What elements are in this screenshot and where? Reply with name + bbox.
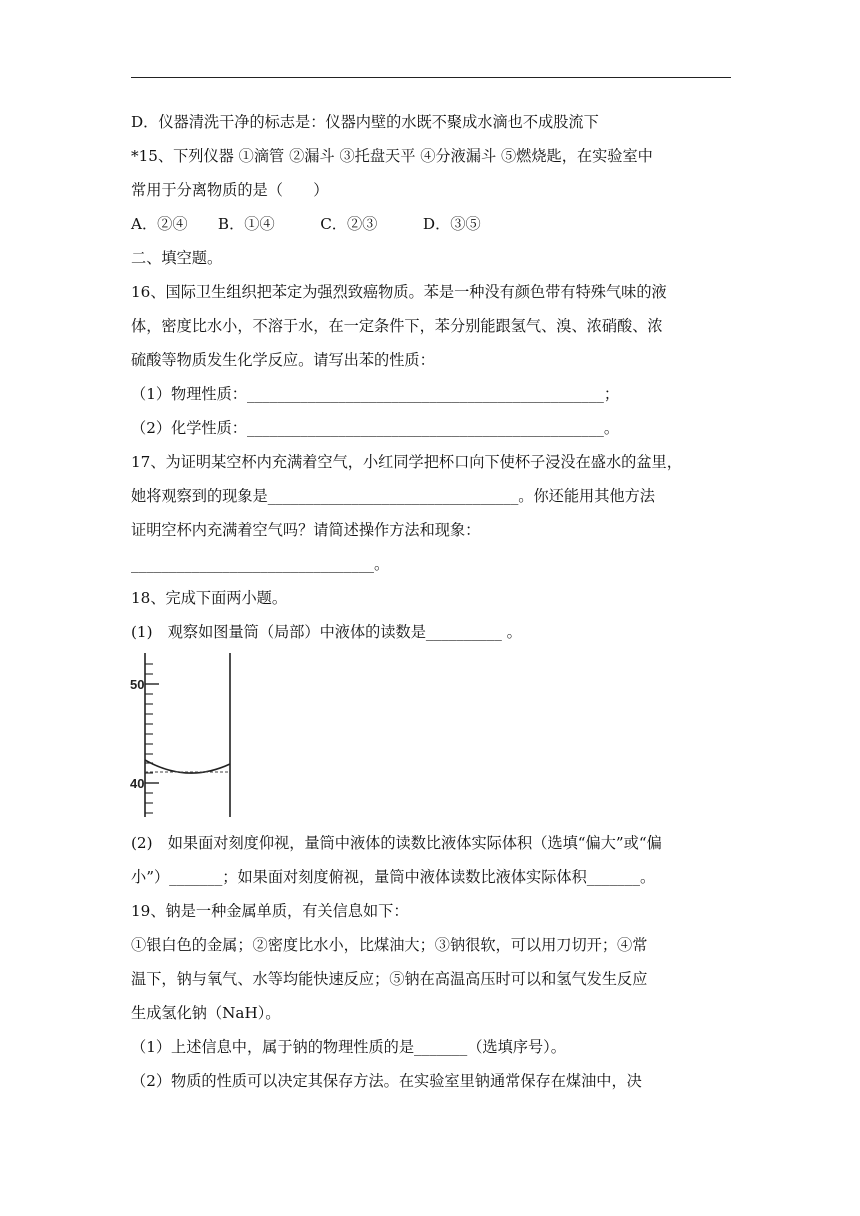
q19-part-2: （2）物质的性质可以决定其保存方法。在实验室里钠通常保存在煤油中，决 <box>131 1072 642 1090</box>
scale-label-40: 40 <box>130 776 145 791</box>
q16-line-2: 体，密度比水小，不溶于水，在一定条件下，苯分别能跟氢气、溴、浓硝酸、浓 <box>131 317 663 335</box>
q16-line-3: 硫酸等物质发生化学反应。请写出苯的性质： <box>131 351 435 369</box>
scale-label-50: 50 <box>130 677 145 692</box>
q19-info-line-3: 生成氢化钠（NaH）。 <box>131 1004 281 1022</box>
q16-physical-properties-blank: （1）物理性质：_______________________________________________； <box>131 385 620 403</box>
header-rule <box>131 77 731 78</box>
q18-part-2-line-1: (2) 如果面对刻度仰视，量筒中液体的读数比液体实际体积（选填“偏大”或“偏 <box>131 834 662 852</box>
q15-options: A．②④ B．①④ C．②③ D．③⑤ <box>131 215 481 233</box>
q18-part-1: (1) 观察如图量筒（局部）中液体的读数是__________ 。 <box>131 623 522 641</box>
option-d-line: D．仪器清洗干净的标志是：仪器内壁的水既不聚成水滴也不成股流下 <box>131 113 599 131</box>
q17-line-1: 17、为证明某空杯内充满着空气，小红同学把杯口向下使杯子浸没在盛水的盆里， <box>131 453 682 471</box>
q19-heading: 19、钠是一种金属单质，有关信息如下： <box>131 902 409 920</box>
section-fill-blank-heading: 二、填空题。 <box>131 249 223 267</box>
q16-chemical-properties-blank: （2）化学性质：_______________________________________________。 <box>131 419 620 437</box>
q17-line-2: 她将观察到的现象是_________________________________。你还能用其他方法 <box>131 487 655 505</box>
q15-line-1: *15、下列仪器 ①滴管 ②漏斗 ③托盘天平 ④分液漏斗 ⑤燃烧匙，在实验室中 <box>131 147 653 165</box>
q17-line-3: 证明空杯内充满着空气吗？请简述操作方法和现象： <box>131 521 481 539</box>
q17-answer-blank: ________________________________。 <box>131 555 390 573</box>
q18-part-2-line-2: 小”）_______；如果面对刻度俯视，量筒中液体读数比液体实际体积_______。 <box>131 868 656 886</box>
q15-line-2: 常用于分离物质的是（ ） <box>131 181 329 199</box>
q19-part-1: （1）上述信息中，属于钠的物理性质的是_______（选填序号）。 <box>131 1038 566 1056</box>
q19-info-line-1: ①银白色的金属；②密度比水小，比煤油大；③钠很软，可以用刀切开；④常 <box>131 936 648 954</box>
q19-info-line-2: 温下，钠与氧气、水等均能快速反应；⑤钠在高温高压时可以和氢气发生反应 <box>131 970 648 988</box>
q16-line-1: 16、国际卫生组织把苯定为强烈致癌物质。苯是一种没有颜色带有特殊气味的液 <box>131 283 667 301</box>
graduated-cylinder-figure <box>129 651 239 819</box>
q18-heading: 18、完成下面两小题。 <box>131 589 288 607</box>
